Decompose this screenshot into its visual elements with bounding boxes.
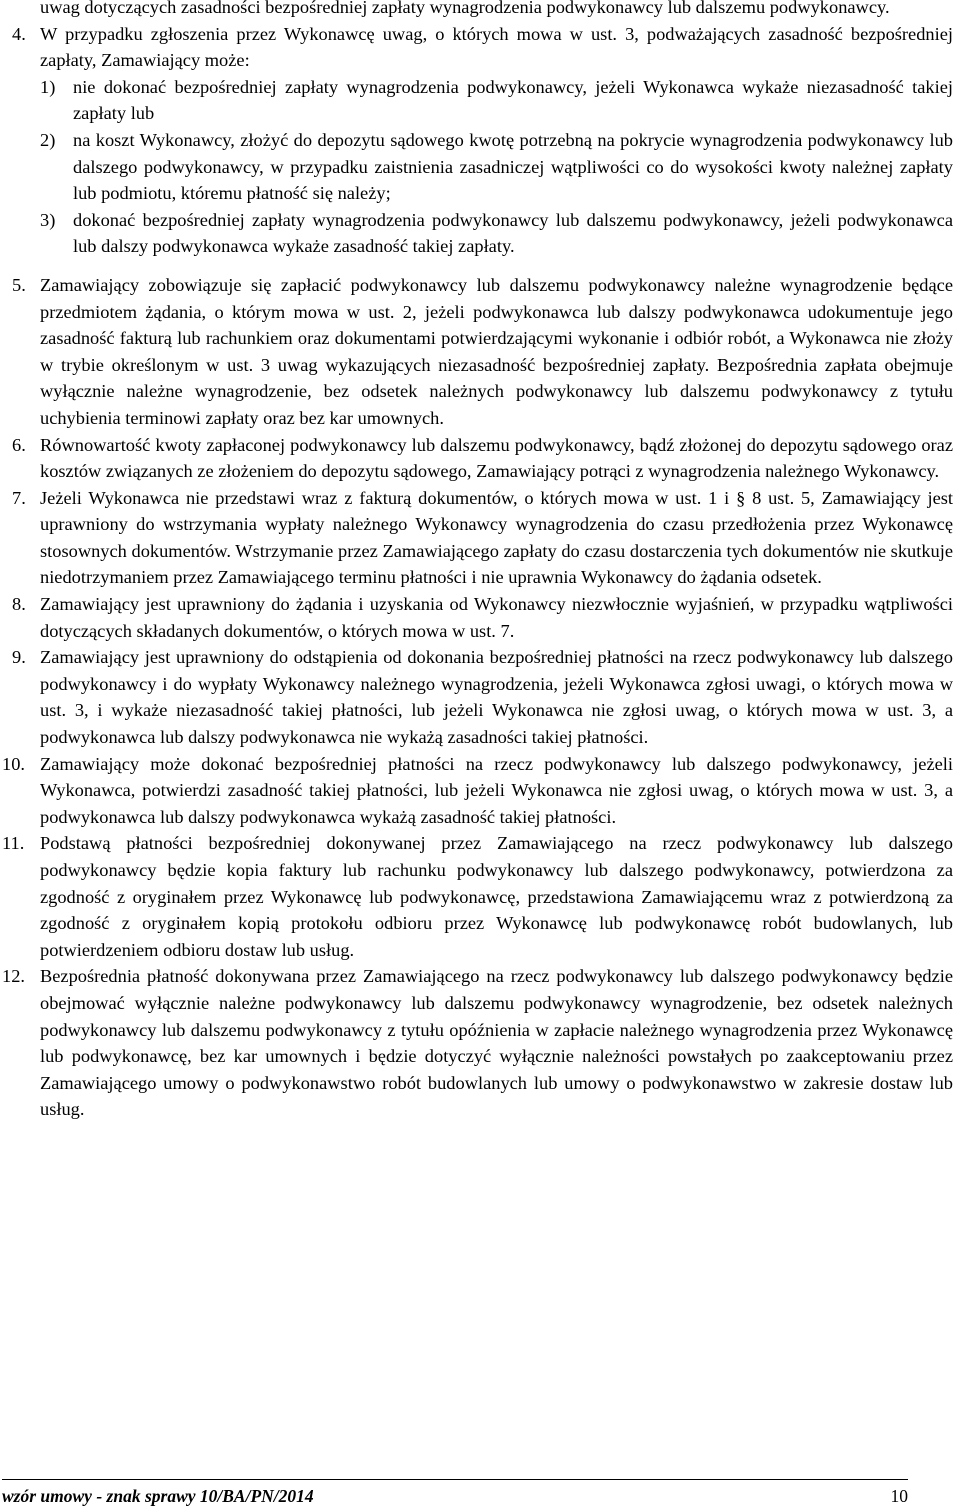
list-item-number: 5. bbox=[12, 274, 26, 295]
list-item-text: Podstawą płatności bezpośredniej dokonywanej przez Zamawiającego na rzecz podwykonawcy lub dalszego podwykonawcy będzie kopia faktury lub rachunku podwykonawcy lub dalszego podwykonawcy, potwierdzona za zgodność z oryginałem przez Wykonawcę lub podwykonawcę, przedstawiona Zamawiającemu wraz z potwierdzoną za zgodność z oryginałem kopią protokołu odbioru przez Wykonawcę lub podwykonawcę robót budowlanych, lub potwierdzeniem odbioru dostaw lub usług. bbox=[40, 833, 953, 960]
list-item-10 bbox=[0, 751, 960, 831]
list-item-5 bbox=[0, 272, 960, 432]
list-item-text: Zamawiający jest uprawniony do żądania i uzyskania od Wykonawcy niezwłocznie wyjaśnień, w przypadku wątpliwości dotyczących składanych dokumentów, o których mowa w ust. 7. bbox=[40, 594, 953, 641]
list-item-4 bbox=[0, 21, 960, 74]
sub-item-2 bbox=[0, 127, 960, 207]
list-item-text: Zamawiający może dokonać bezpośredniej płatności na rzecz podwykonawcy lub dalszego podwykonawcy, jeżeli Wykonawca, potwierdzi zasadność takiej płatności, lub jeżeli Wykonawca nie zgłosi uwag, o których mowa w ust. 3, a podwykonawca lub dalszy podwykonawca wykażą zasadność takiej płatności. bbox=[40, 753, 953, 827]
list-item-7 bbox=[0, 485, 960, 591]
sub-item-number: 1) bbox=[40, 76, 56, 97]
list-item-12 bbox=[0, 963, 960, 1123]
sub-item-number: 2) bbox=[40, 129, 56, 150]
list-item-text: W przypadku zgłoszenia przez Wykonawcę uwag, o których mowa w ust. 3, podważających zasadność bezpośredniej zapłaty, Zamawiający może: bbox=[40, 23, 953, 71]
sub-item-text: nie dokonać bezpośredniej zapłaty wynagrodzenia podwykonawcy, jeżeli Wykonawca wykaże niezasadność takiej zapłaty lub bbox=[73, 76, 953, 124]
list-item-text: Równowartość kwoty zapłaconej podwykonawcy lub dalszemu podwykonawcy, bądź złożonej do depozytu sądowego oraz kosztów związanych ze złożeniem do depozytu sądowego, Zamawiający potrąci z wynagrodzenia należnego Wykonawcy. bbox=[40, 434, 953, 482]
list-item-8 bbox=[0, 591, 960, 644]
list-item-9 bbox=[0, 644, 960, 750]
list-item-text: Bezpośrednia płatność dokonywana przez Zamawiającego na rzecz podwykonawcy lub dalszego podwykonawcy będzie obejmować wyłącznie należne podwykonawcy lub dalszemu podwykonawcy wynagrodzenie, bez odsetek należnych podwykonawcy lub dalszemu podwykonawcy z tytułu opóźnienia w zapłacie należnego wynagrodzenia przez Wykonawcę lub podwykonawcę, bez kar umownych i będzie dotyczyć wyłącznie należności powstałych po zaakceptowaniu przez Zamawiającego umowy o podwykonawstwo robót budowlanych lub umowy o podwykonawstwo w zakresie dostaw lub usług. bbox=[40, 966, 953, 1120]
list-item-number: 9. bbox=[12, 647, 26, 668]
list-item-text: Zamawiający jest uprawniony do odstąpienia od dokonania bezpośredniej płatności na rzecz podwykonawcy lub dalszego podwykonawcy i do wypłaty Wykonawcy należnego wynagrodzenia, jeżeli Wykonawca zgłosi uwagi, o których mowa w ust. 3, i wykaże niezasadność takiej płatności, lub jeżeli Wykonawca nie zgłosi uwag, o których mowa w ust. 3, a podwykonawca lub dalszy podwykonawca nie wykażą zasadności takiej płatności. bbox=[40, 647, 953, 748]
list-item-11 bbox=[0, 830, 960, 963]
list-item-6 bbox=[0, 432, 960, 485]
page-number: 10 bbox=[890, 1486, 908, 1506]
list-item-number: 10. bbox=[2, 753, 25, 774]
sub-item-text: na koszt Wykonawcy, złożyć do depozytu sądowego kwotę potrzebną na pokrycie wynagrodzenia podwykonawcy lub dalszego podwykonawcy, w przypadku zaistnienia zasadniczej wątpliwości co do wysokości kwoty należnej zapłaty lub podmiotu, któremu płatność się należy; bbox=[73, 129, 953, 204]
list-item-number: 12. bbox=[2, 966, 25, 987]
sub-item-text: dokonać bezpośredniej zapłaty wynagrodzenia podwykonawcy lub dalszemu podwykonawcy, jeżeli podwykonawca lub dalszy podwykonawca wykaże zasadność takiej zapłaty. bbox=[73, 209, 953, 257]
sub-item-number: 3) bbox=[40, 209, 56, 230]
sub-item-1 bbox=[0, 74, 960, 127]
continuation-paragraph: uwag dotyczących zasadności bezpośredniej zapłaty wynagrodzenia podwykonawcy lub dalszemu podwykonawcy. bbox=[40, 0, 890, 17]
sub-item-3 bbox=[0, 207, 960, 260]
list-item-text: Zamawiający zobowiązuje się zapłacić podwykonawcy lub dalszemu podwykonawcy należne wynagrodzenie będące przedmiotem żądania, o którym mowa w ust. 2, jeżeli podwykonawca lub dalszy podwykonawca udokumentuje jego zasadność fakturą lub rachunkiem oraz dokumentami potwierdzającymi wykonanie i odbiór robót, a Wykonawca nie złoży w trybie określonym w ust. 3 uwag wykazujących niezasadność bezpośredniej zapłaty. Bezpośrednia zapłata obejmuje wyłącznie należne wynagrodzenie, bez odsetek należnych podwykonawcy lub dalszemu podwykonawcy z tytułu uchybienia terminowi zapłaty oraz bez kar umownych. bbox=[40, 274, 953, 428]
list-item-number: 11. bbox=[2, 833, 25, 854]
list-item-number: 6. bbox=[12, 434, 26, 455]
footer-document-reference: wzór umowy - znak sprawy 10/BA/PN/2014 bbox=[2, 1486, 314, 1506]
list-item-number: 7. bbox=[12, 487, 26, 508]
list-item-number: 8. bbox=[12, 594, 26, 615]
list-item-number: 4. bbox=[12, 23, 26, 44]
list-item-text: Jeżeli Wykonawca nie przedstawi wraz z fakturą dokumentów, o których mowa w ust. 1 i § 8 ust. 5, Zamawiający jest uprawniony do wstrzymania wypłaty należnego Wykonawcy wynagrodzenia do czasu przedłożenia przez Wykonawcę stosownych dokumentów. Wstrzymanie przez Zamawiającego zapłaty do czasu dostarczenia tych dokumentów nie skutkuje niedotrzymaniem przez Zamawiającego terminu płatności i nie uprawnia Wykonawcy do żądania odsetek. bbox=[40, 487, 953, 588]
page-footer bbox=[2, 1479, 908, 1506]
